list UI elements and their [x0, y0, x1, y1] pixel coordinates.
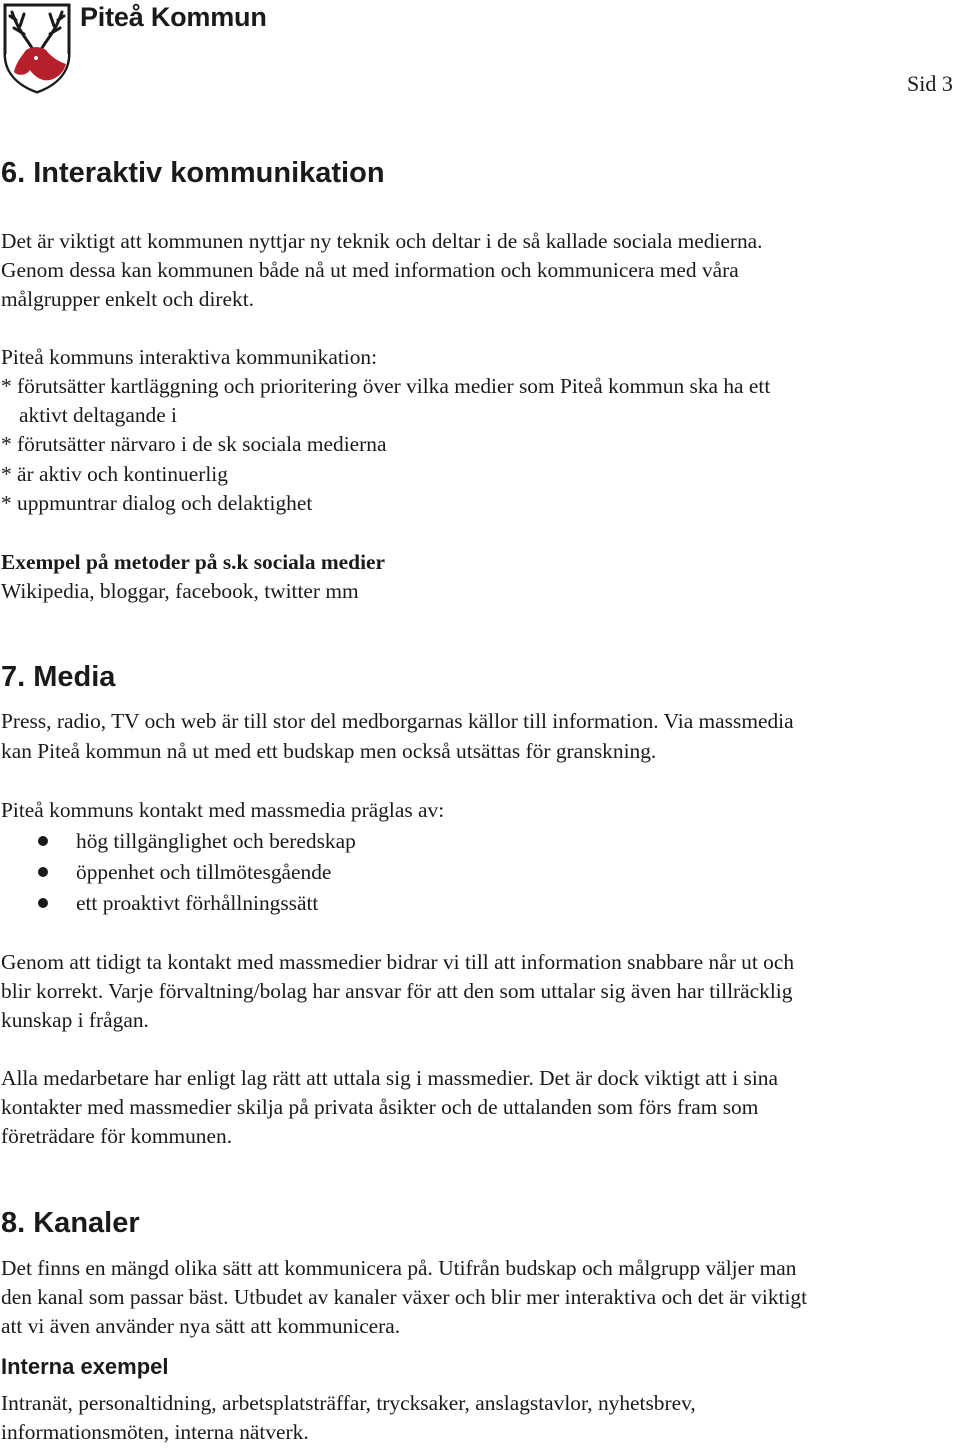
- s6-paragraph-line-2: Genom dessa kan kommunen både nå ut med information och kommunicera med våra: [1, 258, 739, 282]
- reindeer-crest-icon: [2, 2, 72, 94]
- s6-item-3: * är aktiv och kontinuerlig: [1, 462, 228, 486]
- s7-paragraph-3-line-1: Alla medarbetare har enligt lag rätt att uttala sig i massmedier. Det är dock viktigt att i sina: [1, 1066, 778, 1090]
- s7-paragraph-1-line-1: Press, radio, TV och web är till stor del medborgarnas källor till information. Via massmedia: [1, 709, 794, 733]
- s7-paragraph-3-line-3: företrädare för kommunen.: [1, 1124, 233, 1148]
- s8-paragraph-line-1: Det finns en mängd olika sätt att kommunicera på. Utifrån budskap och målgrupp väljer man: [1, 1256, 797, 1280]
- bullet-icon: [38, 836, 48, 846]
- brand-name: Piteå Kommun: [80, 2, 267, 32]
- s7-intro: Piteå kommuns kontakt med massmedia präglas av:: [1, 798, 445, 822]
- bullet-icon: [38, 867, 48, 877]
- s8-internal-text-line-1: Intranät, personaltidning, arbetsplatsträffar, trycksaker, anslagstavlor, nyhetsbrev,: [1, 1391, 696, 1415]
- s7-bullet-1: hög tillgänglighet och beredskap: [76, 829, 356, 853]
- s6-paragraph-line-3: målgrupper enkelt och direkt.: [1, 287, 255, 311]
- s6-item-2: * förutsätter närvaro i de sk sociala medierna: [1, 432, 387, 456]
- s8-internal-text-line-2: informationsmöten, interna nätverk.: [1, 1420, 309, 1444]
- s7-paragraph-2-line-1: Genom att tidigt ta kontakt med massmedier bidrar vi till att information snabbare når ut och: [1, 950, 795, 974]
- s6-intro: Piteå kommuns interaktiva kommunikation:: [1, 345, 378, 369]
- s7-bullet-3: ett proaktivt förhållningssätt: [76, 891, 319, 915]
- s7-bullet-2: öppenhet och tillmötesgående: [76, 860, 332, 884]
- s8-paragraph-line-3: att vi även använder nya sätt att kommunicera.: [1, 1314, 401, 1338]
- s6-example-text: Wikipedia, bloggar, facebook, twitter mm: [1, 579, 359, 603]
- s6-item-4: * uppmuntrar dialog och delaktighet: [1, 491, 313, 515]
- s6-example-heading: Exempel på metoder på s.k sociala medier: [1, 550, 386, 574]
- s7-paragraph-3-line-2: kontakter med massmedier skilja på privata åsikter och de uttalanden som förs fram som: [1, 1095, 759, 1119]
- s8-internal-heading: Interna exempel: [1, 1354, 169, 1379]
- section-8-heading: 8. Kanaler: [1, 1207, 140, 1239]
- page-number: Sid 3: [907, 71, 953, 96]
- s6-paragraph-line-1: Det är viktigt att kommunen nyttjar ny teknik och deltar i de så kallade sociala medierna.: [1, 229, 763, 253]
- s6-item-1-continued: aktivt deltagande i: [19, 403, 177, 427]
- s6-item-1: * förutsätter kartläggning och prioritering över vilka medier som Piteå kommun ska ha ett: [1, 374, 771, 398]
- s7-paragraph-2-line-2: blir korrekt. Varje förvaltning/bolag har ansvar för att den som uttalar sig även har tillräcklig: [1, 979, 793, 1003]
- section-6-heading: 6. Interaktiv kommunikation: [1, 157, 385, 189]
- section-7-heading: 7. Media: [1, 661, 116, 693]
- s7-paragraph-1-line-2: kan Piteå kommun nå ut med ett budskap men också utsättas för granskning.: [1, 739, 657, 763]
- s8-paragraph-line-2: den kanal som passar bäst. Utbudet av kanaler växer och blir mer interaktiva och det är viktigt: [1, 1285, 808, 1309]
- bullet-icon: [38, 898, 48, 908]
- s7-paragraph-2-line-3: kunskap i frågan.: [1, 1008, 149, 1032]
